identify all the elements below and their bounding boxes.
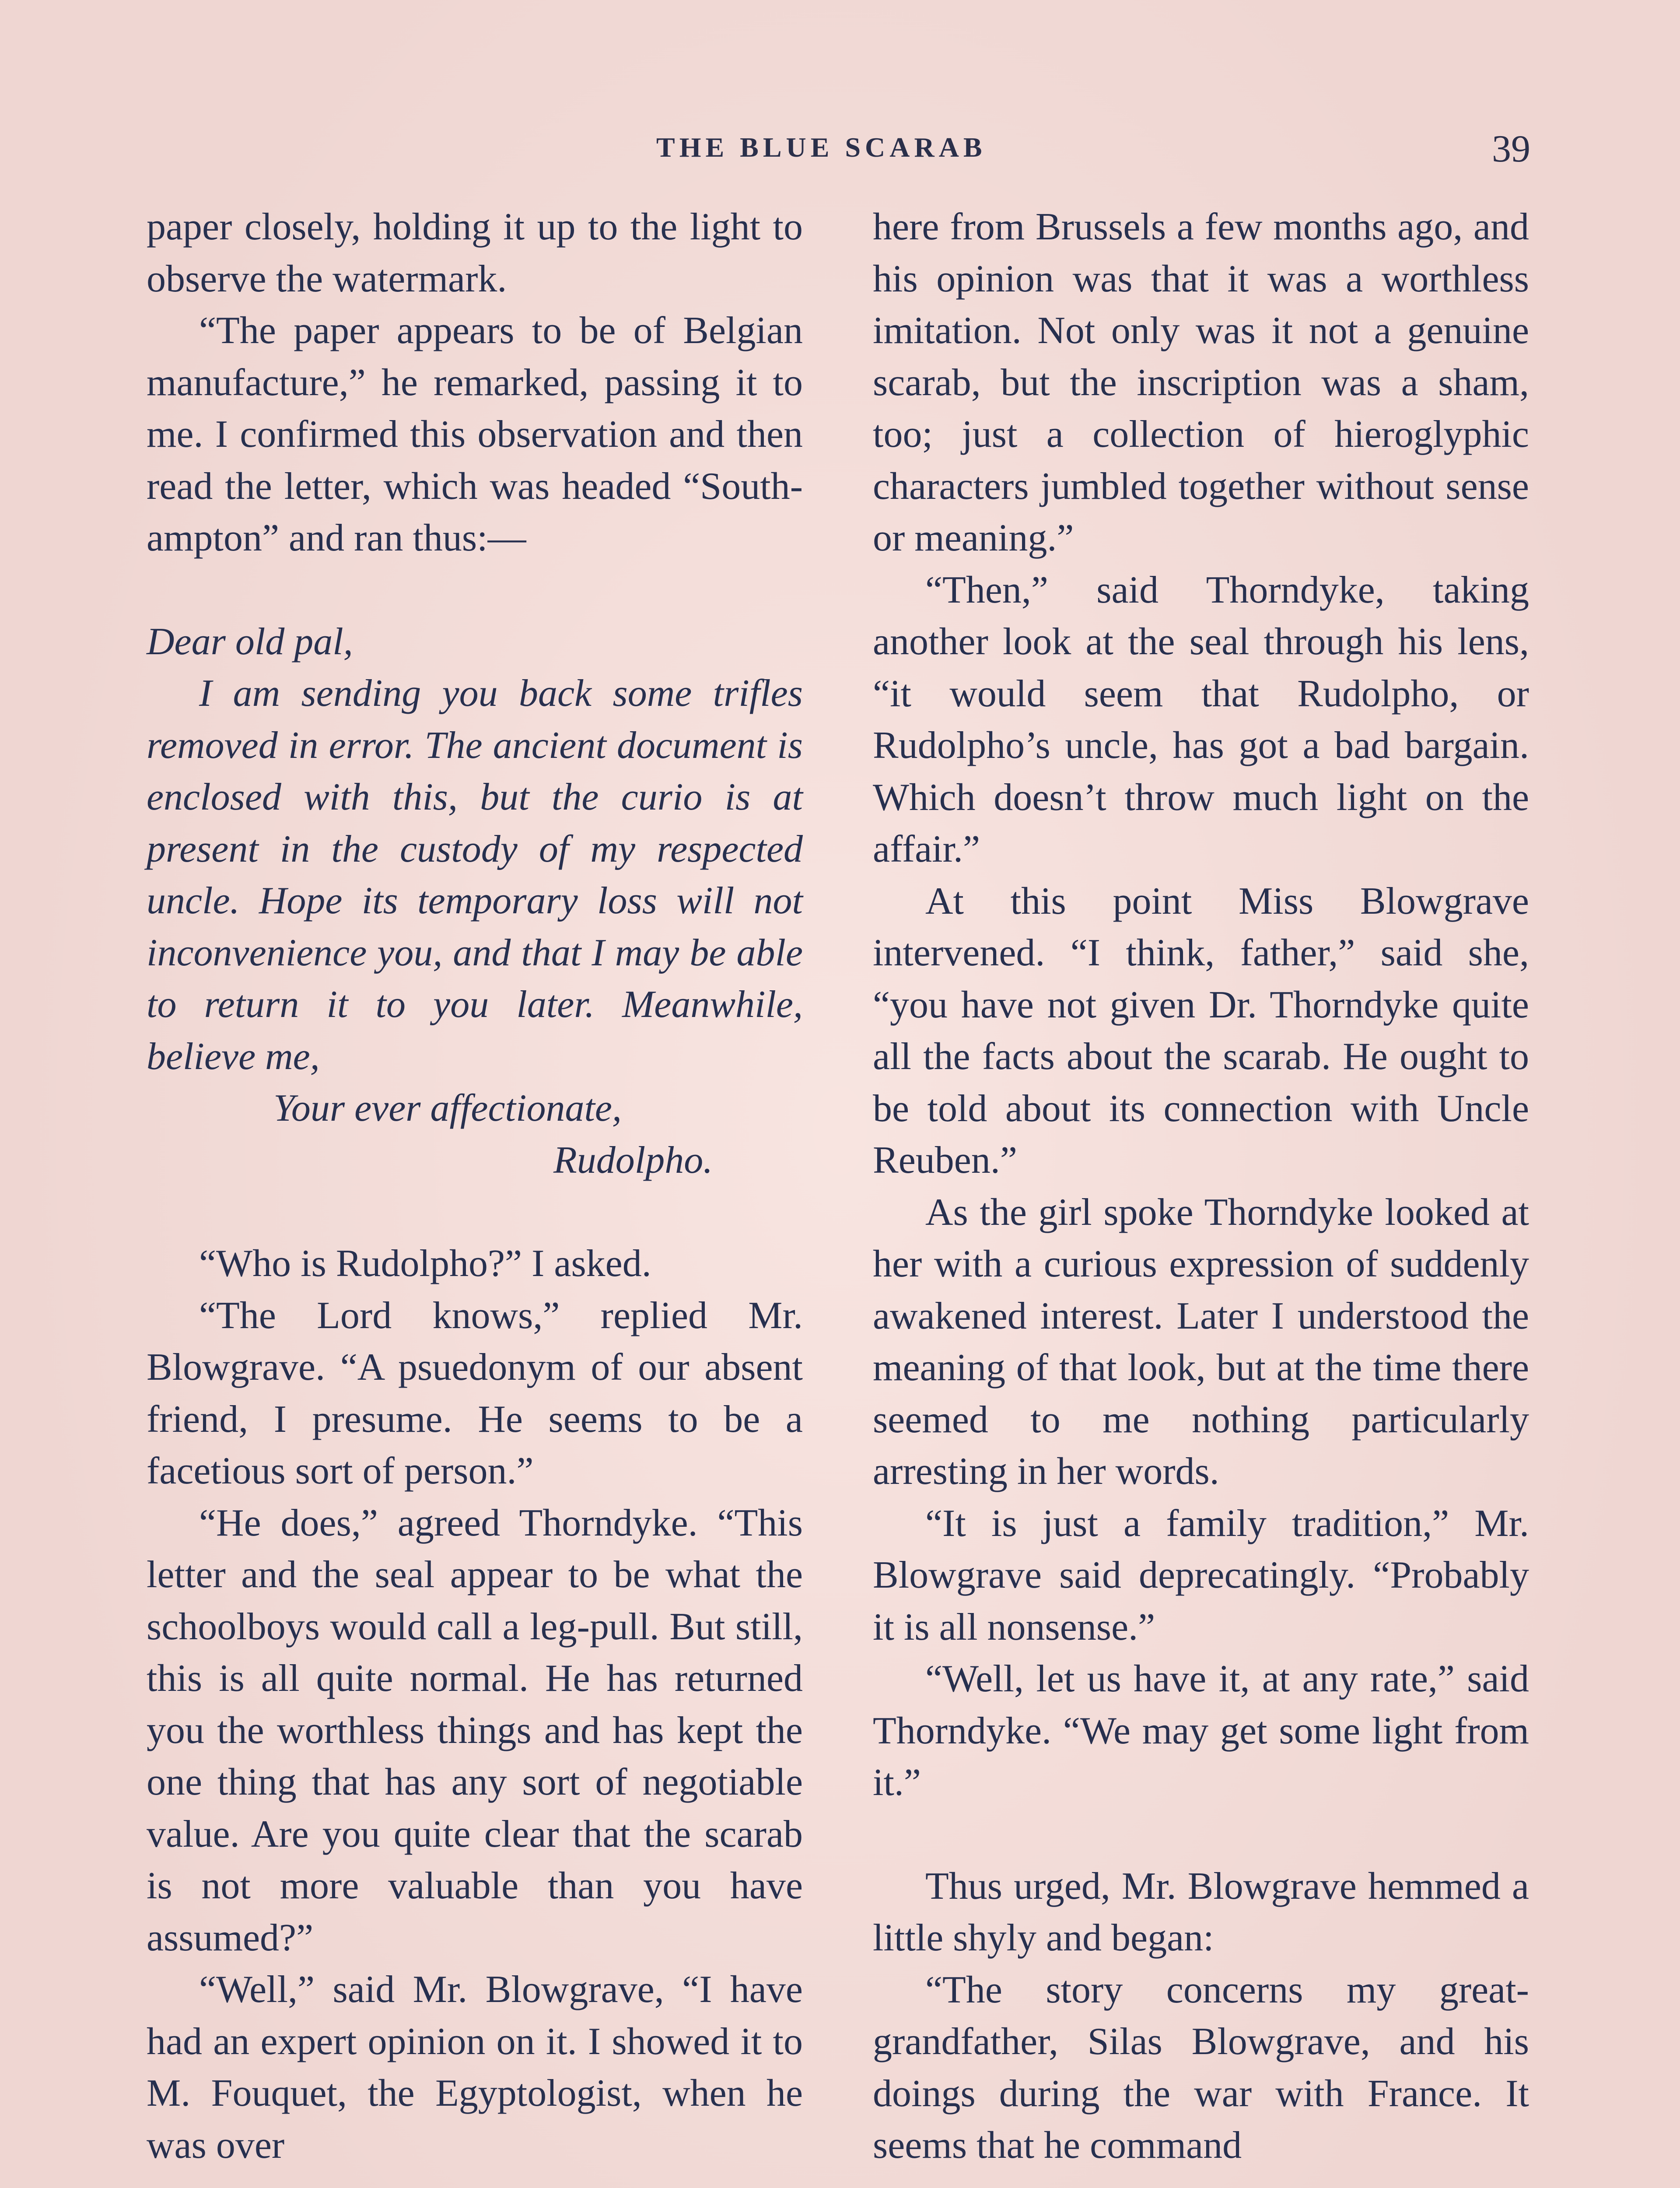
paragraph: “The paper appears to be of Belgian manufacture,” he remarked, passing it to me. I confirmed this observation and then read the letter, which was headed “Southampton” and ran thus:—	[147, 309, 803, 559]
paragraph: “Who is Rudolpho?” I asked.	[199, 1242, 651, 1285]
letter-closing: Your ever affectionate,	[273, 1087, 622, 1129]
paragraph: “Well, let us have it, at any rate,” said Thorndyke. “We may get some light from it.”	[873, 1658, 1529, 1804]
spacer	[873, 1809, 1529, 1861]
paragraph: “Well,” said Mr. Blowgrave, “I have had an expert opinion on it. I showed it to M. Fouquet, the Egyptologist, when he was over	[147, 1968, 803, 2167]
left-column	[147, 201, 803, 2171]
paragraph: “He does,” agreed Thorndyke. “This letter and the seal appear to be what the schoolboys would call a leg-pull. But still, this is all quite normal. He has returned you the worthless things and has kept the one thing that has any sort of negotiable value. Are you quite clear that the scarab is not more valuable than you have assumed?”	[147, 1501, 803, 1959]
letter-signature: Rudolpho.	[553, 1139, 713, 1182]
paragraph: “The story concerns my great-grandfather, Silas Blowgrave, and his doings during the war with France. It seems that he command	[873, 1968, 1529, 2167]
paragraph: here from Brussels a few months ago, and his opinion was that it was a worthless imitation. Not only was it not a genuine scarab, but the inscription was a sham, too; just a collection of hieroglyphic characters jumbled together without sense or meaning.”	[873, 206, 1529, 559]
spacer	[147, 1186, 803, 1238]
letter-salutation: Dear old pal,	[147, 620, 353, 663]
paragraph: “The Lord knows,” replied Mr. Blowgrave. “A psuedonym of our absent friend, I presume. He seems to be a facetious sort of person.”	[147, 1294, 803, 1492]
paragraph: As the girl spoke Thorndyke looked at her with a curious expression of suddenly awakened interest. Later I understood the meaning of that look, but at the time there seemed to me nothing particularly arresting in her words.	[873, 1191, 1529, 1493]
paragraph: paper closely, holding it up to the light to observe the watermark.	[147, 206, 803, 300]
quoted-letter	[147, 616, 803, 1187]
right-column	[873, 201, 1529, 2172]
paragraph: “It is just a family tradition,” Mr. Blowgrave said deprecatingly. “Probably it is all nonsense.”	[873, 1502, 1529, 1648]
page-number: 39	[1492, 128, 1530, 170]
running-title: THE BLUE SCARAB	[656, 132, 987, 163]
paragraph: Thus urged, Mr. Blowgrave hemmed a little shyly and began:	[873, 1865, 1529, 1959]
paragraph: At this point Miss Blowgrave intervened. “I think, father,” said she, “you have not given Dr. Thorndyke quite all the facts about the scarab. He ought to be told about its connection with Uncle Reuben.”	[873, 880, 1529, 1182]
spacer	[147, 565, 803, 616]
paragraph: “Then,” said Thorndyke, taking another look at the seal through his lens, “it would seem that Rudolpho, or Rudolpho’s uncle, has got a bad bargain. Which doesn’t throw much light on the affair.”	[873, 568, 1529, 870]
letter-body: I am sending you back some trifles removed in error. The ancient document is enclosed with this, but the curio is at present in the custody of my respected uncle. Hope its temporary loss will not inconvenience you, and that I may be able to return it to you later. Meanwhile, believe me,	[147, 672, 803, 1078]
